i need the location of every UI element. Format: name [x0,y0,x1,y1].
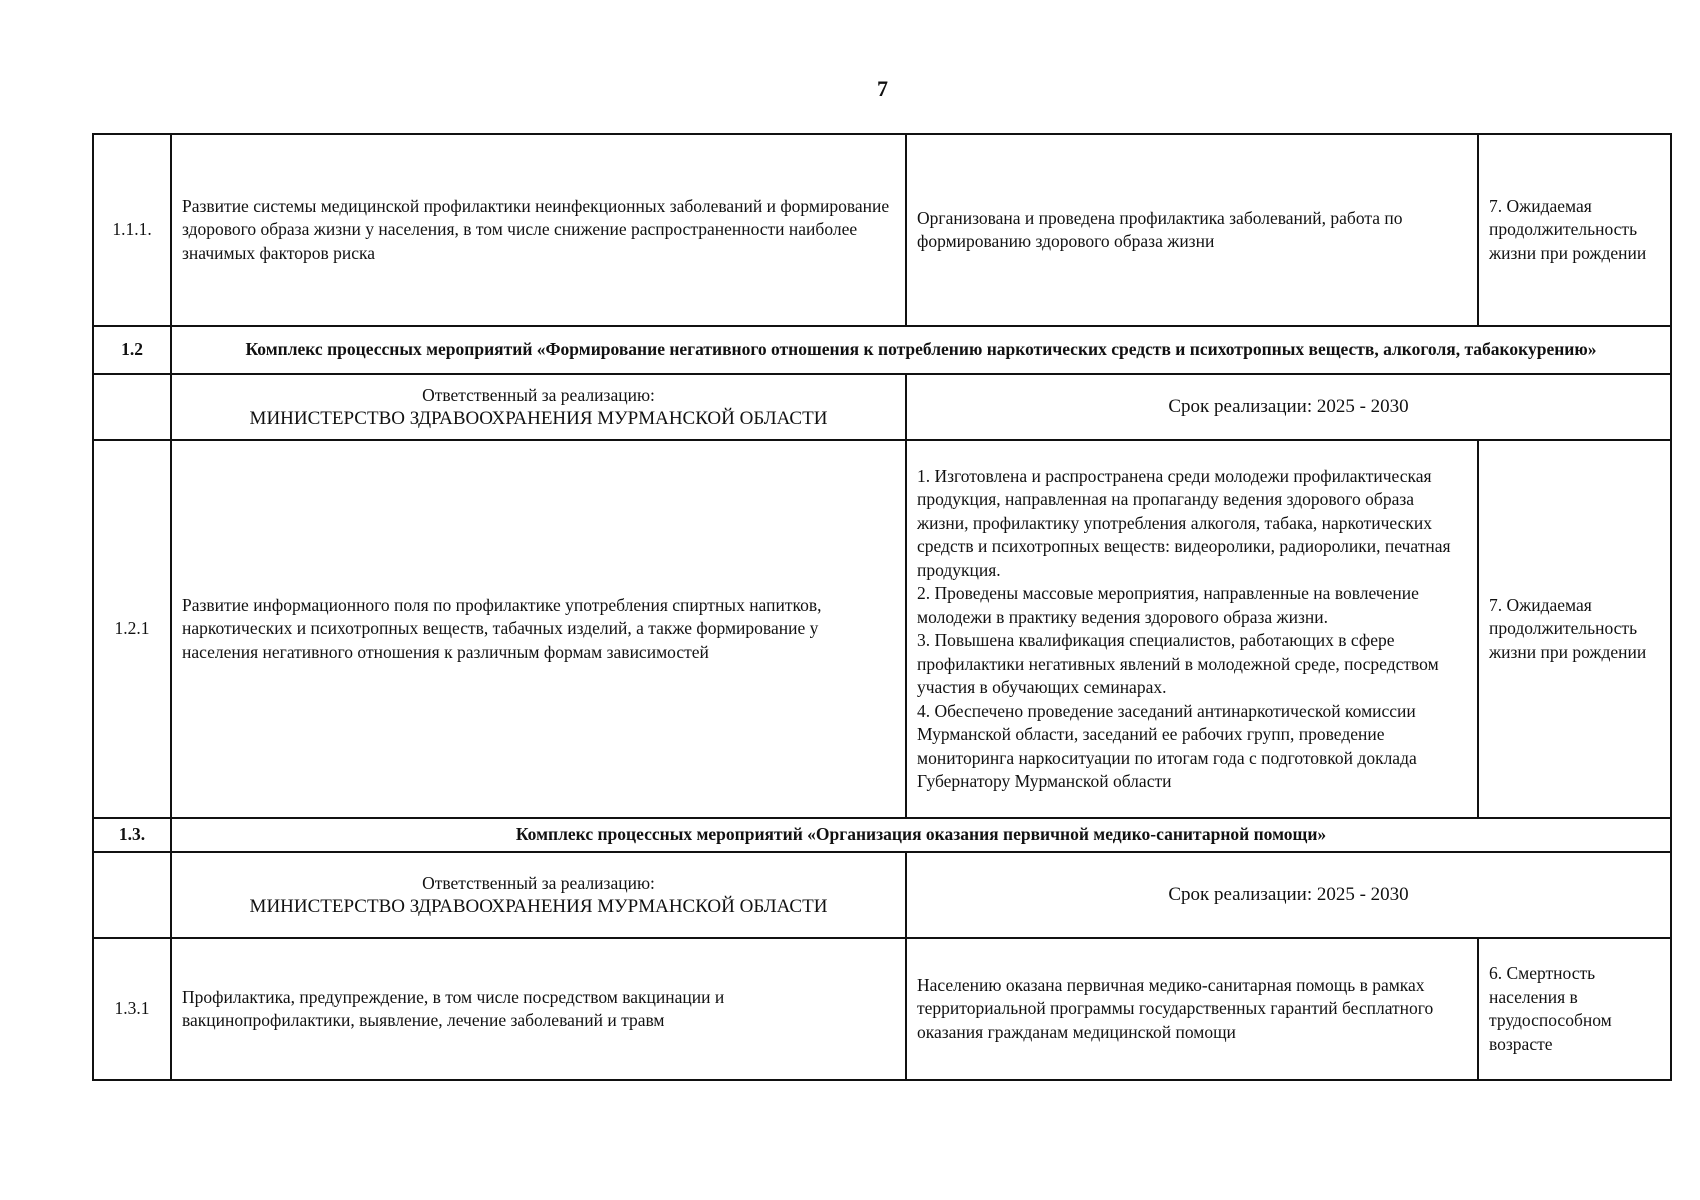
section-number: 1.3. [93,818,171,852]
row-number: 1.3.1 [93,938,171,1080]
task-cell: Развитие системы медицинской профилактики неинфекционных заболеваний и формирование здорового образа жизни у населения, в том числе снижение распространенности наиболее значимых факторов риска [171,134,906,326]
task-cell: Развитие информационного поля по профилактике употребления спиртных напитков, наркотических и психотропных веществ, табачных изделий, а также формирование у населения негативного отношения к различным формам зависимостей [171,440,906,818]
result-cell: Населению оказана первичная медико-санитарная помощь в рамках территориальной программы государственных гарантий бесплатного оказания гражданам медицинской помощи [906,938,1478,1080]
result-item: 2. Проведены массовые мероприятия, направленные на вовлечение молодежи в практику ведения здорового образа жизни. [917,583,1419,627]
responsible-organization: МИНИСТЕРСТВО ЗДРАВООХРАНЕНИЯ МУРМАНСКОЙ ОБЛАСТИ [249,896,828,917]
responsible-label: Ответственный за реализацию: [422,872,655,893]
responsible-row [93,852,1671,938]
page-number: 7 [877,76,888,101]
indicator-cell: 7. Ожидаемая продолжительность жизни при рождении [1478,134,1671,326]
section-row [93,326,1671,374]
table-row [93,134,1671,326]
section-row [93,818,1671,852]
section-title: Комплекс процессных мероприятий «Формирование негативного отношения к потреблению наркотических средств и психотропных веществ, алкоголя, табакокурению» [171,326,1671,374]
row-number: 1.2.1 [93,440,171,818]
result-item: 1. Изготовлена и распространена среди молодежи профилактическая продукция, направленная на пропаганду ведения здорового образа жизни, профилактику употребления алкоголя, табака, наркотических средств и психотропных веществ: видеоролики, радиоролики, печатная продукция. [917,465,1451,580]
program-table [92,133,1672,1081]
responsible-row [93,374,1671,440]
table-row [93,938,1671,1080]
section-number: 1.2 [93,326,171,374]
period-cell [906,374,1671,440]
responsible-organization: МИНИСТЕРСТВО ЗДРАВООХРАНЕНИЯ МУРМАНСКОЙ ОБЛАСТИ [249,408,828,429]
indicator-cell: 6. Смертность населения в трудоспособном возрасте [1478,938,1671,1080]
responsible-cell [171,852,906,938]
responsible-cell [171,374,906,440]
indicator-cell: 7. Ожидаемая продолжительность жизни при рождении [1478,440,1671,818]
result-item: 3. Повышена квалификация специалистов, работающих в сфере профилактики негативных явлений в молодежной среде, посредством участия в обучающих семинарах. [917,630,1439,697]
implementation-period: Срок реализации: 2025 - 2030 [1168,884,1409,906]
result-item: 4. Обеспечено проведение заседаний антинаркотической комиссии Мурманской области, заседаний ее рабочих групп, проведение мониторинга наркоситуации по итогам года с подготовкой доклада Губернатору Мурманской области [917,700,1417,791]
table-row [93,440,1671,818]
empty-cell [93,374,171,440]
implementation-period: Срок реализации: 2025 - 2030 [1168,396,1409,418]
row-number: 1.1.1. [93,134,171,326]
result-cell: Организована и проведена профилактика заболеваний, работа по формированию здорового образа жизни [906,134,1478,326]
result-cell [906,440,1478,818]
responsible-label: Ответственный за реализацию: [422,384,655,405]
section-title: Комплекс процессных мероприятий «Организация оказания первичной медико-санитарной помощи» [171,818,1671,852]
empty-cell [93,852,171,938]
period-cell [906,852,1671,938]
task-cell: Профилактика, предупреждение, в том числе посредством вакцинации и вакцинопрофилактики, выявление, лечение заболеваний и травм [171,938,906,1080]
